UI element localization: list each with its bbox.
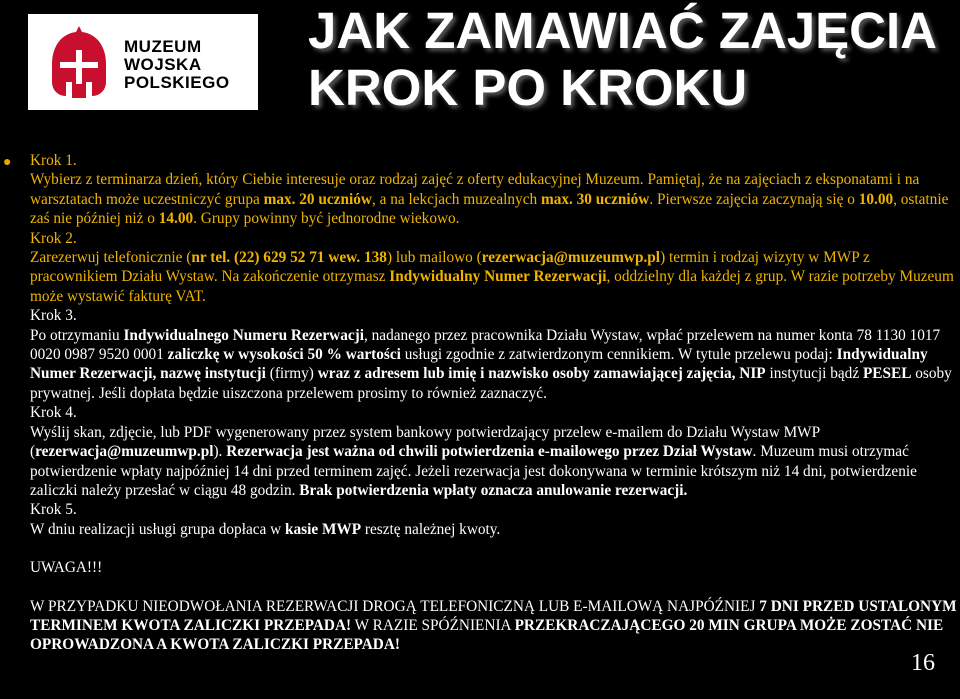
step1-text-3: . Pierwsze zajęcia zaczynają się o (649, 190, 859, 208)
spacer (0, 578, 960, 597)
step1-text-4: , ostatnie zaś nie później niż o (30, 190, 949, 228)
page-number: 16 (911, 650, 935, 676)
step1-heading: Krok 1. (30, 152, 77, 169)
warning-text-1: W PRZYPADKU NIEODWOŁANIA REZERWACJI DROGĄ TELEFONICZNĄ LUB E-MAILOWĄ NAJPÓŹNIEJ (30, 597, 760, 615)
step1-bold-4: 14.00 (158, 210, 194, 228)
museum-logo (28, 14, 258, 110)
warning-bold-2: PRZEKRACZAJĄCEGO 20 MIN GRUPA MOŻE ZOSTAĆ NIE OPROWADZONA A KWOTA ZALICZKI PRZEPADA! (30, 616, 944, 654)
step4-text (0, 423, 960, 501)
step2-text-1: Zarezerwuj telefonicznie ( (30, 249, 192, 267)
step3-bold-4: wraz z adresem lub imię i nazwisko osoby zamawiającej zajęcia, NIP (317, 365, 766, 383)
step1-text (0, 170, 960, 228)
step4-text-2: ). (213, 443, 227, 461)
step5-bold-1: kasie MWP (285, 520, 362, 538)
page-title (308, 2, 948, 116)
step2-text (0, 248, 960, 306)
step2-bold-2: rezerwacja@muzeumwp.pl (481, 249, 661, 267)
warning-text (0, 597, 960, 655)
step3-text (0, 326, 960, 404)
title-line-1: JAK ZAMAWIAĆ ZAJĘCIA (308, 2, 938, 59)
step5-text-1: W dniu realizacji usługi grupa dopłaca w (30, 520, 286, 538)
warning-label: UWAGA!!! (30, 559, 103, 577)
step3-text-4: (firmy) (265, 365, 318, 383)
step4-text-1: Wyślij skan, zdjęcie, lub PDF wygenerowany przez system bankowy potwierdzający przelew e-mailem do Działu Wystaw MWP ( (30, 423, 820, 461)
step2-bold-1: nr tel. (22) 629 52 71 wew. 138 (191, 249, 387, 267)
helmet-icon (40, 22, 118, 102)
step3-text-6: osoby prywatnej. Jeśli dopłata będzie uiszczona przelewem prosimy to również zaznaczyć. (30, 365, 952, 402)
step3-bold-2: zaliczkę w wysokości 50 % wartości (167, 346, 401, 364)
logo-line-3: POLSKIEGO (124, 73, 230, 92)
step4-bold-3: Brak potwierdzenia wpłaty oznacza anulowanie rezerwacji. (299, 481, 688, 499)
step4-text-3: . Muzeum musi otrzymać potwierdzenie wpłaty najpóźniej 14 dni przed terminem zajęć. Jeżeli rezerwacja jest dokonywana w terminie krótszym niż 14 dni, potwierdzenie zaliczki należy przesłać w ciągu 48 godzin. (30, 443, 917, 499)
step4-bold-2: Rezerwacja jest ważna od chwili potwierdzenia e-mailowego przez Dział Wystaw (226, 443, 753, 461)
step1-bold-1: max. 20 uczniów (263, 190, 372, 208)
step1-bold-2: max. 30 uczniów (540, 190, 650, 208)
step1-text-2: , a na lekcjach muzealnych (371, 190, 541, 208)
instructions-body (0, 151, 960, 655)
step5-text-2: resztę należnej kwoty. (361, 520, 501, 538)
step2-text-2: ) lub mailowo ( (386, 249, 482, 267)
step3-bold-5: PESEL (862, 365, 912, 383)
logo-line-1: MUZEUM (124, 37, 202, 56)
step3-bold-3: Indywidualny Numer Rezerwacji, nazwę instytucji (30, 346, 928, 383)
step2-text-4: , oddzielny dla każdej z grup. W razie potrzeby Muzeum może wystawić fakturę VAT. (30, 268, 954, 305)
step1-text-1: Wybierz z terminarza dzień, który Ciebie interesuje oraz rodzaj zajęć z oferty edukacyjnej Muzeum. Pamiętaj, że na zajęciach z eksponatami i na warsztatach może uczestniczyć grupa (30, 171, 920, 208)
title-line-2: KROK PO KROKU (308, 59, 748, 116)
step2-text-3: ) termin i rodzaj wizyty w MWP z pracownikiem Działu Wystaw. Na zakończenie otrzymasz (30, 249, 870, 286)
logo-line-2: WOJSKA (124, 55, 202, 74)
step5-text (0, 520, 960, 539)
warning-text-2: W RAZIE SPÓŹNIENIA (351, 616, 515, 634)
step1-text-5: . Grupy powinny być jednorodne wiekowo. (193, 210, 460, 228)
step4-bold-1: rezerwacja@muzeumwp.pl (35, 443, 214, 461)
step3-bold-1: Indywidualnego Numeru Rezerwacji (123, 326, 364, 344)
spacer (0, 539, 960, 558)
step3-text-5: instytucji bądź (765, 365, 863, 383)
step1-bold-3: 10.00 (858, 190, 894, 208)
step2-bold-3: Indywidualny Numer Rezerwacji (389, 268, 607, 286)
step3-text-3: usługi zgodnie z zatwierdzonym cennikiem. W tytule przelewu podaj: (400, 346, 837, 364)
step3-text-1: Po otrzymaniu (30, 326, 124, 344)
step3-text-2: , nadanego przez pracownika Działu Wystaw, wpłać przelewem na numer konta 78 1130 1017 0020 0987 9520 0001 (30, 326, 941, 364)
warning-bold-1: 7 DNI PRZED USTALONYM TERMINEM KWOTA ZALICZKI PRZEPADA! (30, 597, 957, 634)
bullet-icon: ● (3, 155, 12, 170)
step4-heading: Krok 4. (30, 404, 77, 422)
step2-heading: Krok 2. (30, 229, 77, 247)
step5-heading: Krok 5. (30, 501, 77, 519)
step3-heading: Krok 3. (30, 307, 77, 325)
